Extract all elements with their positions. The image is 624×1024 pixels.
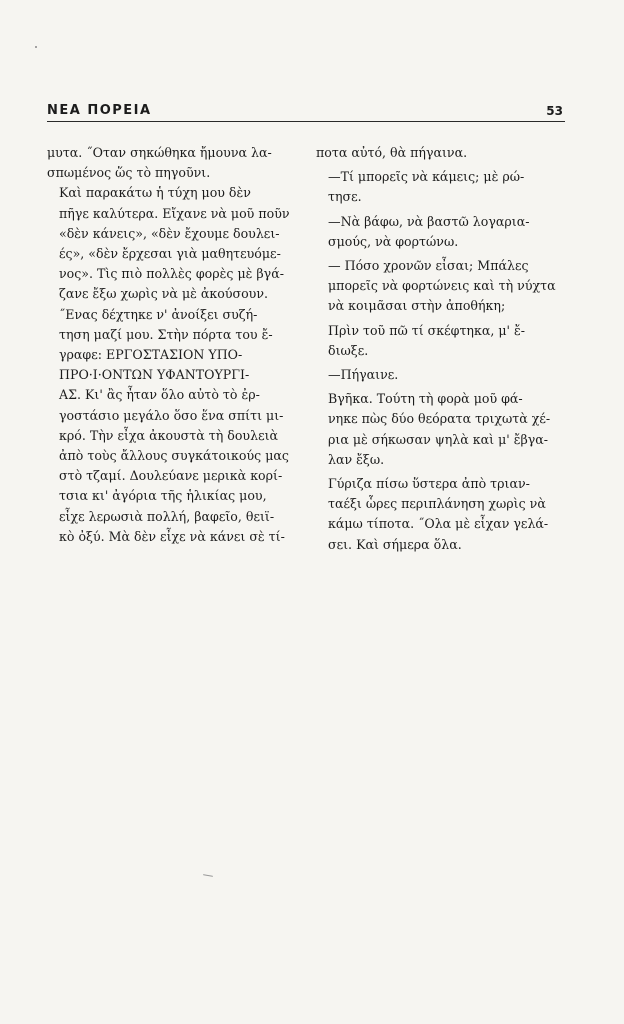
text-line: πῆγε καλύτερα. Εἴχανε νὰ μοῦ ποῦν: [59, 205, 290, 221]
paper-speck: [35, 46, 37, 48]
text-line: —Νὰ βάφω, νὰ βαστῶ λογαρια-: [328, 213, 530, 229]
text-line: —Τί μπορεῖς νὰ κάμεις; μὲ ρώ-: [328, 169, 525, 185]
text-line: «δὲν κάνεις», «δὲν ἔχουμε δουλει-: [59, 225, 280, 241]
page-number: 53: [546, 104, 563, 118]
journal-title: ΝΕΑ ΠΟΡΕΙΑ: [47, 103, 152, 118]
text-line: κάμω τίποτα. ˝Ολα μὲ εἶχαν γελά-: [328, 516, 549, 532]
text-line: νηκε πὼς δύο θεόρατα τριχωτὰ χέ-: [328, 411, 551, 427]
text-line: — Πόσο χρονῶν εἶσαι; Μπάλες: [328, 258, 529, 274]
text-line: ζανε ἔξω χωρὶς νὰ μὲ ἀκούσουν.: [59, 286, 268, 302]
text-line: ές», «δὲν ἔρχεσαι γιὰ μαθητευόμε-: [59, 246, 281, 262]
paragraph: [316, 143, 565, 163]
text-line: ρια μὲ σήκωσαν ψηλὰ καὶ μ' ἔβγα-: [328, 431, 549, 447]
text-line: στὸ τζαμί. Δουλεύανε μερικὰ κορί-: [59, 468, 283, 484]
text-column-right: [316, 143, 565, 555]
paragraph: [47, 183, 290, 304]
text-line: ταέξι ὧρες περιπλάνηση χωρὶς νὰ: [328, 496, 546, 512]
text-line: νος». Τὶς πιὸ πολλὲς φορὲς μὲ βγά-: [59, 266, 284, 282]
paragraph: [316, 212, 565, 252]
text-line: Καὶ παρακάτω ἡ τύχη μου δὲν: [59, 185, 251, 201]
text-line: λαν ἔξω.: [328, 451, 385, 467]
text-line: Πρὶν τοῦ πῶ τί σκέφτηκα, μ' ἔ-: [328, 322, 526, 338]
text-line: σπωμένος ὥς τὸ πηγοῦνι.: [47, 165, 211, 181]
text-line: ποτα αὐτό, θὰ πήγαινα.: [316, 145, 468, 160]
text-line: κὸ ὀξύ. Μὰ δὲν εἶχε νὰ κάνει σὲ τί-: [59, 528, 285, 544]
paragraph: [316, 167, 565, 207]
text-line: διωξε.: [328, 342, 369, 358]
running-header: [47, 101, 565, 122]
text-line: σμούς, νὰ φορτώνω.: [328, 233, 459, 249]
paragraph: [316, 474, 565, 555]
paper-mark: [203, 874, 213, 877]
text-line: νὰ κοιμᾶσαι στὴν ἀποθήκη;: [328, 298, 506, 314]
text-line: σει. Καὶ σήμερα ὅλα.: [328, 536, 462, 552]
text-line: ΑΣ. Κι' ἂς ἦταν ὅλο αὐτὸ τὸ ἐρ-: [59, 387, 260, 403]
text-line: κρό. Τὴν εἶχα ἀκουστὰ τὴ δουλειὰ: [59, 427, 279, 443]
paragraph: [47, 305, 289, 547]
text-line: γοστάσιο μεγάλο ὅσο ἕνα σπίτι μι-: [59, 407, 284, 423]
text-line: εἶχε λερωσιὰ πολλή, βαφεῖο, θειϊ-: [59, 508, 275, 524]
text-line: Βγῆκα. Τούτη τὴ φορὰ μοῦ φά-: [328, 391, 523, 407]
text-line: μυτα. ˝Οταν σηκώθηκα ἤμουνα λα-: [47, 145, 272, 160]
text-line: τησε.: [328, 189, 362, 205]
paragraph: [316, 256, 565, 317]
text-line: τσια κι' ἀγόρια τῆς ἡλικίας μου,: [59, 488, 267, 504]
paragraph: [316, 365, 565, 385]
paragraph: [316, 321, 565, 361]
paragraph: [316, 389, 565, 470]
paragraph: [47, 143, 280, 183]
text-line: μπορεῖς νὰ φορτώνεις καὶ τὴ νύχτα: [328, 278, 556, 294]
text-line: ΠΡΟ·Ι·ΟΝΤΩΝ ΥΦΑΝΤΟΥΡΓΙ-: [59, 367, 250, 383]
text-line: ˝Ενας δέχτηκε ν' ἀνοίξει συζή-: [59, 306, 258, 322]
text-line: τηση μαζί μου. Στὴν πόρτα του ἔ-: [59, 326, 273, 342]
text-line: —Πήγαινε.: [328, 367, 399, 383]
text-line: γραφε: ΕΡΓΟΣΤΑΣΙΟΝ ΥΠΟ-: [59, 347, 243, 363]
text-column-left: [47, 143, 290, 547]
text-line: ἀπὸ τοὺς ἄλλους συγκάτοικούς μας: [59, 448, 289, 464]
text-line: Γύριζα πίσω ὕστερα ἀπὸ τριαν-: [328, 476, 530, 492]
